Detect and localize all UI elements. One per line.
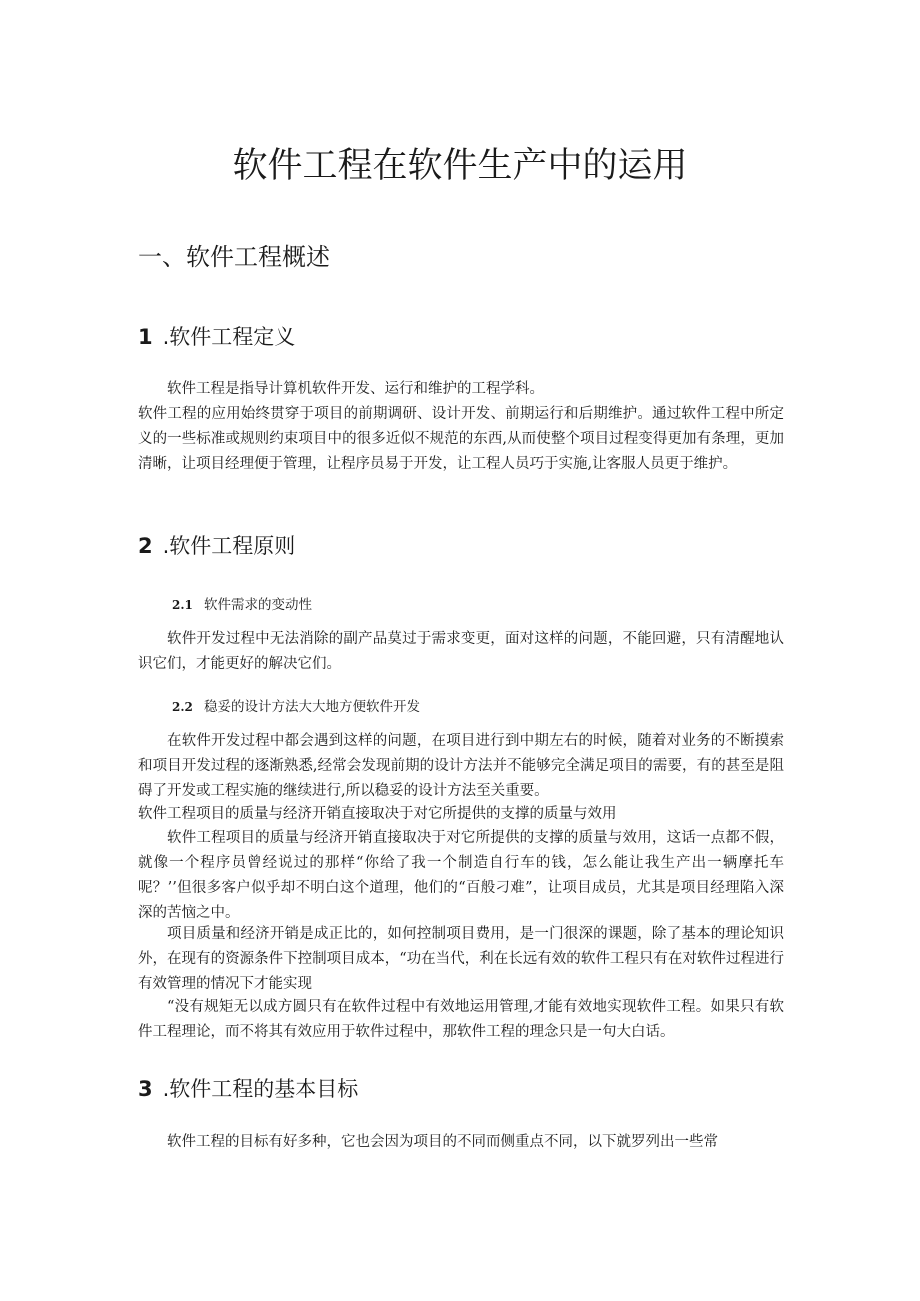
subsection-title: .软件工程的基本目标 xyxy=(162,1077,359,1101)
subsection-title: .软件工程原则 xyxy=(162,534,296,558)
sub-subsection-title: 稳妥的设计方法大大地方便软件开发 xyxy=(204,699,420,715)
sub-subsection-number: 2.1 xyxy=(172,598,193,612)
paragraph-design-method: 在软件开发过程中都会遇到这样的问题，在项目进行到中期左右的时候，随着对业务的不断摸索和项目开发过程的逐渐熟悉,经常会发现前期的设计方法并不能够完全满足项目的需要，有的甚至是阻碍了开发或工程实施的继续进行,所以稳妥的设计方法至关重要。 xyxy=(138,733,784,799)
paragraph-definition-2: 软件工程的应用始终贯穿于项目的前期调研、设计开发、前期运行和后期维护。通过软件工程中所定义的一些标准或规则约束项目中的很多近似不规范的东西,从而使整个项目过程变得更加有条理，更加清晰，让项目经理便于管理，让程序员易于开发，让工程人员巧于实施,让客服人员更于维护。 xyxy=(138,406,784,472)
sub-subsection-heading-2-2 xyxy=(172,697,420,717)
paragraph-project-cost: 项目质量和经济开销是成正比的，如何控制项目费用，是一门很深的课题，除了基本的理论知识外，在现有的资源条件下控制项目成本，“功在当代，利在长远有效的软件工程只有在对软件过程进行有效管理的情况下才能实现 xyxy=(138,926,784,992)
sub-subsection-heading-2-1 xyxy=(172,595,312,615)
paragraph-goals: 软件工程的目标有好多种，它也会因为项目的不同而侧重点不同，以下就罗列出一些常 xyxy=(167,1134,718,1150)
subsection-heading-principles xyxy=(138,532,295,560)
sub-subsection-number: 2.2 xyxy=(172,700,193,714)
section-heading-overview: 一、软件工程概述 xyxy=(138,243,330,271)
subsection-heading-goals xyxy=(138,1075,358,1103)
paragraph-requirements-change: 软件开发过程中无法消除的副产品莫过于需求变更，面对这样的问题，不能回避，只有清醒地认识它们，才能更好的解决它们。 xyxy=(138,631,784,672)
paragraph-definition-1: 软件工程是指导计算机软件开发、运行和维护的工程学科。 xyxy=(167,381,544,397)
subsection-heading-definition xyxy=(138,323,295,351)
subsection-number: 2 xyxy=(138,534,153,558)
document-title: 软件工程在软件生产中的运用 xyxy=(232,146,688,186)
paragraph-quality-cost: 软件工程项目的质量与经济开销直接取决于对它所提供的支撑的质量与效用，这话一点都不假，就像一个程序员曾经说过的那样“你给了我一个制造自行车的钱，怎么能让我生产出一辆摩托车呢？’’但很多客户似乎却不明白这个道理，他们的“百般刁难”，让项目成员，尤其是项目经理陷入深深的苦恼之中。 xyxy=(138,830,784,921)
sub-subsection-title: 软件需求的变动性 xyxy=(204,597,312,613)
subsection-number: 1 xyxy=(138,325,153,349)
paragraph-management: “没有规矩无以成方圆只有在软件过程中有效地运用管理,才能有效地实现软件工程。如果只有软件工程理论，而不将其有效应用于软件过程中，那软件工程的理念只是一句大白话。 xyxy=(138,999,784,1040)
paragraph-quality-cost-statement: 软件工程项目的质量与经济开销直接取决于对它所提供的支撑的质量与效用 xyxy=(138,806,617,822)
subsection-number: 3 xyxy=(138,1077,153,1101)
subsection-title: .软件工程定义 xyxy=(162,325,296,349)
